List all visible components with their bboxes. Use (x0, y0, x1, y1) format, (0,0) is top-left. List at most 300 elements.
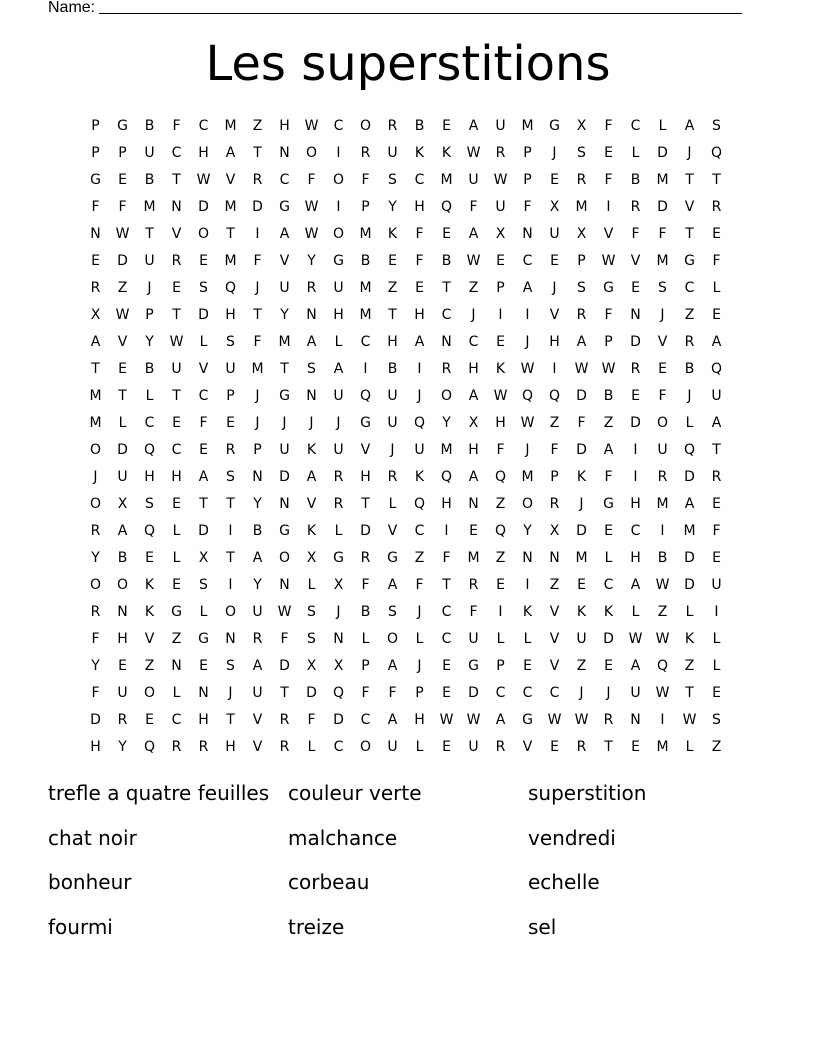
grid-letter: W (169, 333, 184, 350)
grid-letter: A (225, 144, 236, 161)
grid-letter: A (387, 576, 398, 593)
grid-letter: D (198, 198, 209, 215)
grid-letter: V (225, 171, 236, 188)
grid-letter: R (171, 252, 182, 269)
grid-letter: O (386, 630, 399, 647)
grid-letter: F (631, 225, 640, 242)
grid-letter: I (633, 441, 638, 458)
grid-letter: F (469, 198, 478, 215)
grid-letter: E (469, 522, 478, 539)
grid-letter: E (496, 333, 505, 350)
grid-letter: B (630, 171, 641, 188)
grid-letter: Y (145, 333, 154, 350)
grid-letter: L (523, 630, 532, 647)
grid-letter: V (522, 738, 533, 755)
grid-letter: L (199, 333, 208, 350)
grid-letter: A (279, 225, 290, 242)
grid-letter: O (224, 603, 237, 620)
grid-letter: L (712, 279, 721, 296)
word-list-item: trefle a quatre feuilles (48, 781, 270, 805)
grid-letter: R (576, 306, 587, 323)
grid-letter: E (577, 576, 586, 593)
grid-letter: U (252, 603, 263, 620)
grid-letter: X (576, 117, 587, 134)
grid-letter: E (226, 414, 235, 431)
grid-letter: U (576, 630, 587, 647)
grid-letter: A (468, 468, 479, 485)
grid-letter: Q (143, 522, 156, 539)
grid-letter: L (307, 576, 316, 593)
grid-letter: F (577, 414, 586, 431)
grid-letter: G (90, 171, 101, 188)
grid-letter: U (549, 225, 560, 242)
grid-letter: E (118, 360, 127, 377)
grid-letter: E (172, 576, 181, 593)
grid-letter: O (440, 387, 453, 404)
grid-letter: L (685, 414, 694, 431)
grid-letter: D (360, 522, 371, 539)
grid-letter: W (439, 711, 454, 728)
grid-letter: Z (549, 414, 560, 431)
grid-letter: F (604, 171, 613, 188)
grid-letter: V (198, 360, 209, 377)
grid-letter: G (360, 414, 371, 431)
grid-letter: C (333, 117, 344, 134)
grid-letter: C (684, 279, 695, 296)
grid-letter: H (360, 468, 371, 485)
grid-letter: I (336, 144, 341, 161)
grid-letter: S (226, 333, 235, 350)
grid-letter: I (714, 603, 719, 620)
grid-letter: D (90, 711, 101, 728)
grid-letter: I (660, 711, 665, 728)
grid-letter: J (228, 684, 233, 701)
grid-letter: B (144, 171, 155, 188)
grid-letter: L (334, 522, 343, 539)
grid-letter: W (277, 603, 292, 620)
grid-letter: F (712, 252, 721, 269)
grid-letter: L (685, 738, 694, 755)
grid-letter: T (253, 144, 262, 161)
grid-letter: I (660, 522, 665, 539)
grid-letter: T (172, 171, 181, 188)
grid-letter: E (199, 252, 208, 269)
grid-letter: R (252, 171, 263, 188)
grid-letter: R (90, 522, 101, 539)
grid-letter: B (603, 387, 614, 404)
grid-letter: O (521, 495, 534, 512)
grid-letter: W (196, 171, 211, 188)
grid-letter: S (388, 603, 397, 620)
grid-letter: I (633, 468, 638, 485)
grid-letter: Q (143, 441, 156, 458)
grid-letter: N (630, 711, 641, 728)
grid-letter: U (495, 198, 506, 215)
grid-letter: Z (252, 117, 263, 134)
grid-letter: H (468, 360, 479, 377)
grid-letter: L (631, 144, 640, 161)
grid-letter: C (198, 387, 209, 404)
grid-letter: D (117, 441, 128, 458)
grid-letter: I (498, 603, 503, 620)
grid-letter: G (279, 198, 290, 215)
grid-letter: N (279, 576, 290, 593)
grid-letter: M (656, 495, 669, 512)
grid-letter: X (198, 549, 209, 566)
grid-letter: C (441, 630, 452, 647)
grid-letter: J (255, 387, 260, 404)
grid-letter: R (333, 495, 344, 512)
grid-letter: I (606, 198, 611, 215)
grid-letter: A (576, 333, 587, 350)
grid-letter: E (604, 144, 613, 161)
grid-letter: D (657, 144, 668, 161)
grid-letter: J (255, 414, 260, 431)
grid-letter: C (333, 738, 344, 755)
grid-letter: H (441, 495, 452, 512)
grid-letter: W (115, 225, 130, 242)
grid-letter: Y (307, 252, 316, 269)
word-list-item: fourmi (48, 914, 113, 939)
grid-letter: X (90, 306, 101, 323)
grid-letter: S (658, 279, 667, 296)
grid-letter: D (576, 522, 587, 539)
grid-letter: D (576, 387, 587, 404)
grid-letter: F (361, 576, 370, 593)
page-title: Les superstitions (205, 36, 611, 92)
grid-letter: K (306, 441, 317, 458)
grid-letter: G (117, 117, 128, 134)
grid-letter: M (683, 522, 696, 539)
grid-letter: K (144, 603, 155, 620)
grid-letter: I (444, 522, 449, 539)
grid-letter: B (360, 603, 371, 620)
grid-letter: V (549, 603, 560, 620)
word-list-item: echelle (528, 870, 600, 894)
grid-letter: R (306, 279, 317, 296)
grid-letter: Q (413, 495, 426, 512)
grid-letter: W (601, 252, 616, 269)
grid-letter: I (417, 360, 422, 377)
grid-letter: M (440, 171, 453, 188)
grid-letter: V (171, 225, 182, 242)
grid-letter: T (118, 387, 127, 404)
grid-letter: J (552, 144, 557, 161)
grid-letter: F (361, 171, 370, 188)
grid-letter: G (387, 549, 398, 566)
grid-letter: R (603, 711, 614, 728)
grid-letter: Z (684, 306, 695, 323)
grid-letter: F (307, 711, 316, 728)
grid-letter: Z (711, 738, 722, 755)
grid-letter: K (684, 630, 695, 647)
grid-letter: Z (171, 630, 182, 647)
grid-letter: R (684, 333, 695, 350)
grid-letter: H (333, 306, 344, 323)
grid-letter: F (415, 252, 424, 269)
grid-letter: K (144, 576, 155, 593)
grid-letter: B (117, 549, 128, 566)
word-list-item: vendredi (528, 825, 616, 850)
grid-letter: Q (143, 738, 156, 755)
grid-letter: Y (442, 414, 451, 431)
grid-letter: E (523, 657, 532, 674)
grid-letter: T (172, 387, 181, 404)
grid-letter: A (630, 576, 641, 593)
grid-letter: D (684, 576, 695, 593)
grid-letter: K (441, 144, 452, 161)
grid-letter: A (468, 225, 479, 242)
grid-letter: X (549, 522, 560, 539)
grid-letter: F (361, 684, 370, 701)
grid-letter: F (658, 225, 667, 242)
grid-letter: H (90, 738, 101, 755)
grid-letter: T (685, 684, 694, 701)
grid-letter: K (603, 603, 614, 620)
grid-letter: M (440, 441, 453, 458)
grid-letter: Z (144, 657, 155, 674)
grid-letter: E (91, 252, 100, 269)
word-list (48, 776, 768, 954)
grid-letter: C (630, 117, 641, 134)
grid-letter: C (360, 711, 371, 728)
grid-letter: B (252, 522, 263, 539)
grid-letter: U (387, 144, 398, 161)
grid-letter: F (91, 684, 100, 701)
grid-letter: Y (280, 306, 289, 323)
name-underline[interactable] (99, 0, 742, 14)
grid-letter: M (278, 333, 291, 350)
grid-letter: E (172, 495, 181, 512)
grid-letter: M (575, 549, 588, 566)
grid-letter: P (361, 657, 370, 674)
grid-letter: T (145, 225, 154, 242)
grid-letter: O (332, 225, 345, 242)
grid-letter: N (306, 306, 317, 323)
grid-letter: A (252, 549, 263, 566)
grid-letter: C (360, 333, 371, 350)
grid-letter: F (550, 441, 559, 458)
grid-letter: C (414, 171, 425, 188)
grid-letter: N (279, 144, 290, 161)
grid-letter: R (360, 549, 371, 566)
grid-letter: H (495, 414, 506, 431)
grid-letter: Z (657, 603, 668, 620)
grid-letter: O (359, 117, 372, 134)
grid-letter: C (549, 684, 560, 701)
grid-letter: O (332, 171, 345, 188)
grid-letter: Z (495, 495, 506, 512)
grid-letter: K (414, 144, 425, 161)
grid-letter: A (711, 333, 722, 350)
grid-letter: J (390, 441, 395, 458)
grid-letter: Y (118, 738, 127, 755)
grid-letter: M (89, 414, 102, 431)
grid-letter: N (441, 333, 452, 350)
grid-letter: L (631, 603, 640, 620)
grid-letter: E (658, 360, 667, 377)
grid-letter: Z (603, 414, 614, 431)
grid-letter: D (279, 657, 290, 674)
grid-letter: F (307, 171, 316, 188)
grid-letter: K (576, 468, 587, 485)
grid-letter: V (252, 738, 263, 755)
grid-letter: R (252, 630, 263, 647)
grid-letter: J (336, 414, 341, 431)
grid-letter: E (550, 252, 559, 269)
grid-letter: B (414, 117, 425, 134)
grid-letter: R (387, 468, 398, 485)
grid-letter: N (333, 630, 344, 647)
grid-letter: H (468, 441, 479, 458)
grid-letter: R (360, 144, 371, 161)
grid-letter: F (118, 198, 127, 215)
grid-letter: W (655, 684, 670, 701)
grid-letter: U (144, 252, 155, 269)
grid-letter: F (172, 117, 181, 134)
grid-letter: V (549, 657, 560, 674)
grid-letter: S (226, 657, 235, 674)
grid-letter: T (226, 711, 235, 728)
name-field[interactable] (48, 0, 742, 18)
grid-letter: A (306, 333, 317, 350)
grid-letter: V (144, 630, 155, 647)
grid-letter: D (684, 468, 695, 485)
grid-letter: D (279, 468, 290, 485)
grid-letter: P (496, 657, 505, 674)
grid-letter: Z (468, 279, 479, 296)
grid-letter: T (712, 441, 721, 458)
grid-letter: L (307, 738, 316, 755)
grid-letter: P (577, 252, 586, 269)
grid-letter: E (118, 657, 127, 674)
grid-letter: J (147, 279, 152, 296)
grid-letter: W (628, 630, 643, 647)
grid-letter: P (91, 144, 100, 161)
grid-letter: H (225, 306, 236, 323)
grid-letter: R (117, 711, 128, 728)
grid-letter: J (336, 603, 341, 620)
grid-letter: N (279, 495, 290, 512)
grid-letter: W (655, 576, 670, 593)
grid-letter: L (145, 387, 154, 404)
grid-letter: H (144, 468, 155, 485)
word-list-item: corbeau (288, 870, 370, 894)
grid-letter: C (198, 117, 209, 134)
grid-letter: R (576, 738, 587, 755)
grid-letter: J (309, 414, 314, 431)
grid-letter: J (525, 441, 530, 458)
grid-letter: J (471, 306, 476, 323)
grid-letter: V (387, 522, 398, 539)
grid-letter: L (658, 117, 667, 134)
grid-letter: G (522, 711, 533, 728)
grid-letter: R (549, 495, 560, 512)
grid-letter: J (660, 306, 665, 323)
grid-letter: E (712, 684, 721, 701)
grid-letter: S (307, 603, 316, 620)
grid-letter: U (387, 414, 398, 431)
grid-letter: R (387, 117, 398, 134)
grid-letter: T (712, 171, 721, 188)
grid-letter: A (603, 441, 614, 458)
grid-letter: F (253, 252, 262, 269)
grid-letter: Q (413, 414, 426, 431)
grid-letter: T (253, 306, 262, 323)
grid-letter: C (441, 306, 452, 323)
grid-letter: C (171, 711, 182, 728)
grid-letter: X (306, 657, 317, 674)
grid-letter: V (117, 333, 128, 350)
grid-letter: Q (332, 684, 345, 701)
grid-letter: F (91, 198, 100, 215)
grid-letter: T (442, 576, 451, 593)
grid-letter: N (90, 225, 101, 242)
grid-letter: J (417, 387, 422, 404)
grid-letter: G (603, 495, 614, 512)
grid-letter: M (656, 738, 669, 755)
grid-letter: H (414, 198, 425, 215)
grid-letter: U (117, 468, 128, 485)
grid-letter: D (603, 630, 614, 647)
grid-letter: J (525, 333, 530, 350)
grid-letter: J (417, 657, 422, 674)
grid-letter: Q (224, 279, 237, 296)
grid-letter: X (549, 198, 560, 215)
grid-letter: S (145, 495, 154, 512)
grid-letter: R (576, 171, 587, 188)
grid-letter: I (525, 306, 530, 323)
grid-letter: F (523, 198, 532, 215)
grid-letter: G (171, 603, 182, 620)
grid-letter: T (361, 495, 370, 512)
grid-letter: O (278, 549, 291, 566)
grid-letter: C (630, 522, 641, 539)
grid-letter: N (306, 387, 317, 404)
grid-letter: J (282, 414, 287, 431)
grid-letter: B (684, 360, 695, 377)
grid-letter: J (687, 144, 692, 161)
grid-letter: Q (494, 522, 507, 539)
grid-letter: M (89, 387, 102, 404)
grid-letter: F (253, 333, 262, 350)
grid-letter: Z (117, 279, 128, 296)
grid-letter: W (304, 117, 319, 134)
grid-letter: G (549, 117, 560, 134)
grid-letter: E (550, 738, 559, 755)
grid-letter: S (712, 711, 721, 728)
word-list-item: superstition (528, 781, 647, 805)
grid-letter: H (117, 630, 128, 647)
grid-letter: Y (253, 576, 262, 593)
grid-letter: R (90, 603, 101, 620)
grid-letter: O (305, 144, 318, 161)
grid-letter: I (552, 360, 557, 377)
grid-letter: H (630, 495, 641, 512)
grid-letter: U (333, 441, 344, 458)
grid-letter: C (522, 252, 533, 269)
grid-letter: L (172, 522, 181, 539)
grid-letter: G (333, 549, 344, 566)
grid-letter: T (226, 549, 235, 566)
grid-letter: E (712, 306, 721, 323)
grid-letter: A (333, 360, 344, 377)
grid-letter: S (712, 117, 721, 134)
grid-letter: L (172, 684, 181, 701)
grid-letter: Y (91, 657, 100, 674)
grid-letter: B (360, 252, 371, 269)
grid-letter: N (630, 306, 641, 323)
